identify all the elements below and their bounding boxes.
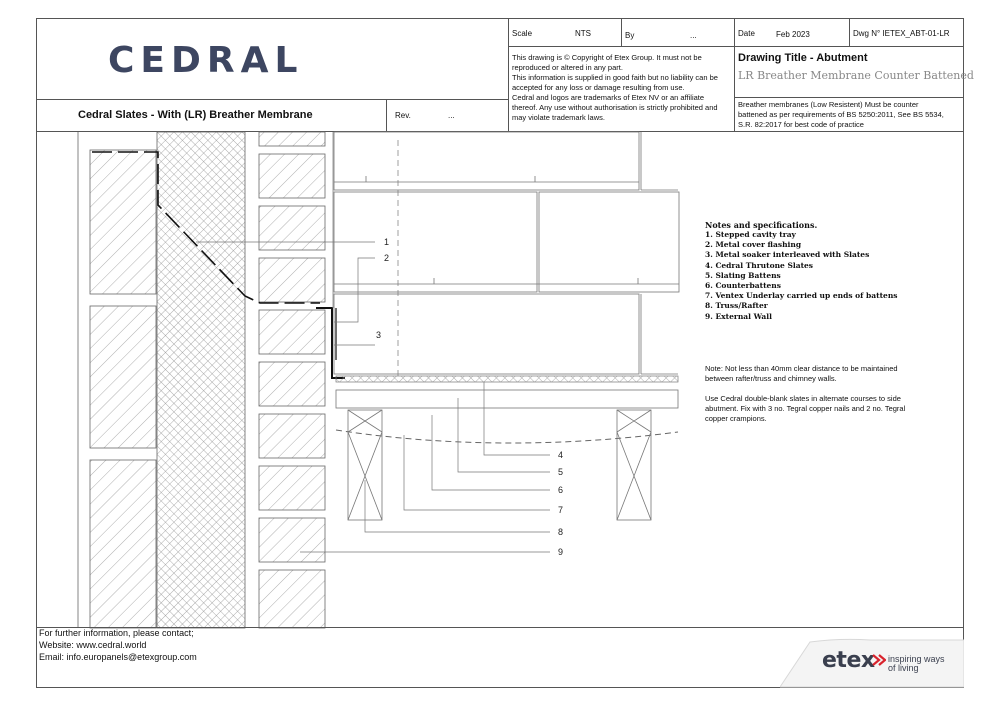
requirement-line: battened as per requirements of BS 5250:2011, See BS 5534, (738, 110, 944, 119)
callout-7: 7 (558, 505, 564, 515)
note-item: 5. Slating Battens (705, 270, 781, 280)
fixing-note (705, 394, 955, 424)
note-item: 3. Metal soaker interleaved with Slates (705, 250, 870, 260)
note-item: 1. Stepped cavity tray (705, 230, 796, 239)
callout-6: 6 (558, 485, 564, 495)
contact-line: For further information, please contact; (39, 628, 194, 638)
requirement-line: Breather membranes (Low Resistent) Must be counter (738, 100, 919, 109)
etex-tagline-2: of living (888, 663, 919, 673)
callout-5: 5 (558, 467, 564, 477)
note-line: Note: Not less than 40mm clear distance to be maintained (705, 364, 898, 373)
copyright-line: thereof. Any use without authorisation is strictly prohibited and (512, 103, 718, 112)
copyright-line: may violate trademark laws. (512, 113, 605, 122)
email-line[interactable]: Email: info.europanels@etexgroup.com (39, 652, 197, 662)
callout-2: 2 (384, 253, 390, 263)
callout-1: 1 (384, 237, 390, 247)
etex-arrow-icon (872, 654, 886, 666)
note-item: 4. Cedral Thrutone Slates (705, 260, 814, 270)
rev-label: Rev. (395, 111, 411, 120)
note-item: 2. Metal cover flashing (705, 240, 802, 250)
note-item: 8. Truss/Rafter (705, 301, 768, 311)
drawing-title-label: Drawing Title - Abutment (738, 52, 868, 64)
scale-label: Scale (512, 29, 533, 38)
etex-tagline-1: inspiring ways (888, 654, 945, 664)
note-item: 6. Counterbattens (705, 281, 781, 291)
etex-logo: etex (822, 648, 875, 673)
by-label: By (625, 31, 635, 40)
date-value: Feb 2023 (776, 30, 810, 39)
notes-panel (705, 220, 955, 322)
drawing-number: Dwg N° IETEX_ABT-01-LR (853, 29, 950, 38)
copyright-line: accepted for any loss or damage resulting from use. (512, 83, 685, 92)
note-item: 9. External Wall (705, 311, 772, 321)
requirement-line: S.R. 82:2017 for best code of practice (738, 120, 864, 129)
date-label: Date (738, 29, 755, 38)
notes-title: Notes and specifications. (705, 220, 818, 230)
product-title: Cedral Slates - With (LR) Breather Membrane (78, 109, 313, 121)
note-item: 7. Ventex Underlay carried up ends of battens (705, 291, 898, 301)
copyright-line: This information is supplied in good faith but no liability can be (512, 73, 718, 82)
note-line: copper crampions. (705, 414, 767, 423)
by-value: ... (690, 31, 697, 40)
copyright-line: This drawing is © Copyright of Etex Group. It must not be (512, 53, 702, 62)
note-line: abutment. Fix with 3 no. Tegral copper nails and 2 no. Tegral (705, 404, 906, 413)
cedral-logo: CEDRAL (108, 40, 304, 81)
copyright-line: Cedral and logos are trademarks of Etex NV or an affiliate (512, 93, 705, 102)
callout-9: 9 (558, 547, 564, 557)
clearance-note (705, 364, 955, 384)
note-line: between rafter/truss and chimney walls. (705, 374, 837, 383)
callout-3: 3 (376, 330, 382, 340)
callout-4: 4 (558, 450, 564, 460)
copyright-line: reproduced or altered in any part. (512, 63, 623, 72)
website-line[interactable]: Website: www.cedral.world (39, 640, 147, 650)
drawing-title: LR Breather Membrane Counter Battened (738, 69, 974, 82)
scale-value: NTS (575, 29, 591, 38)
rev-value: ... (448, 111, 455, 120)
note-line: Use Cedral double-blank slates in alternate courses to side (705, 394, 901, 403)
callout-8: 8 (558, 527, 564, 537)
